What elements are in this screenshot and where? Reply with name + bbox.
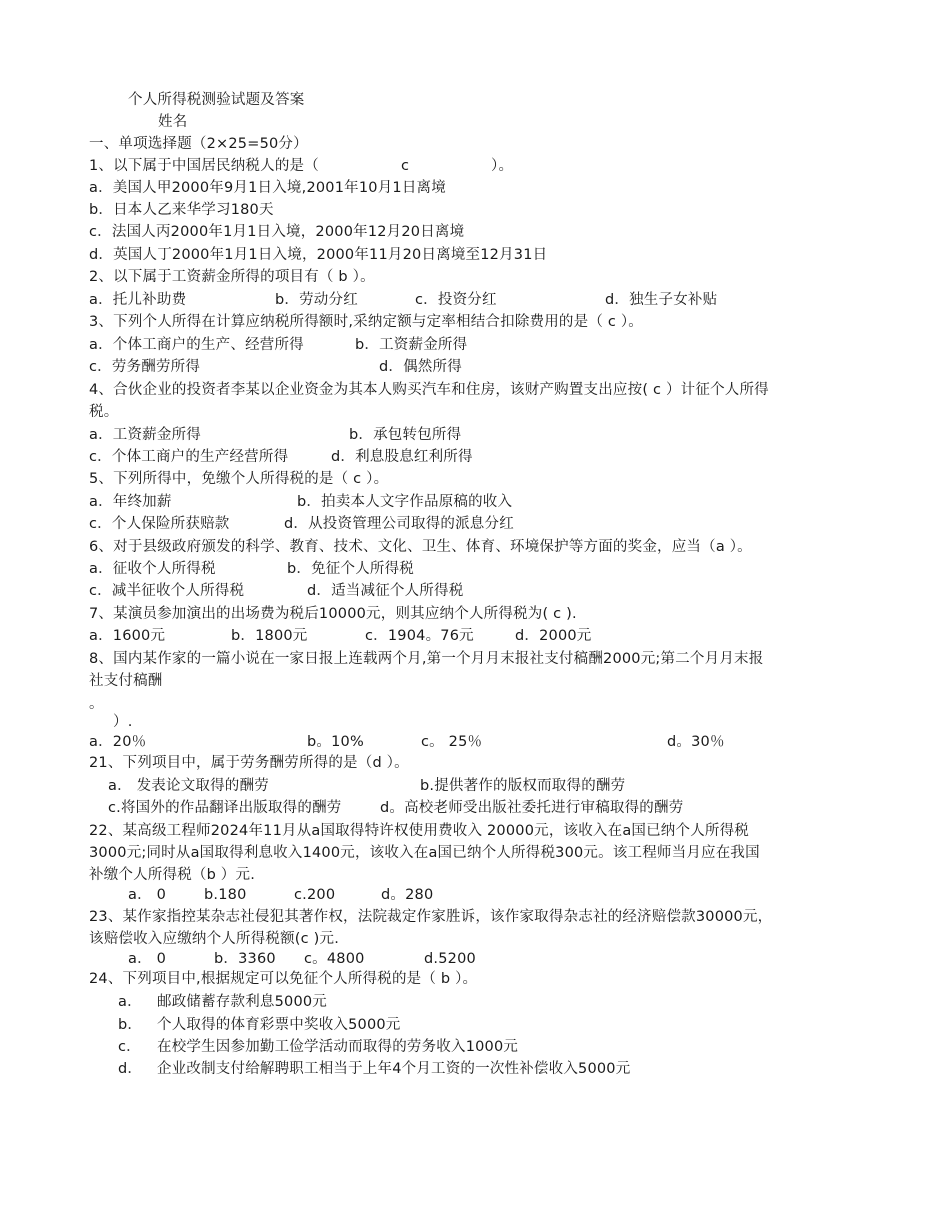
question-21-stem: 21、下列项目中，属于劳务酬劳所得的是（d ）。 [89, 755, 409, 771]
question-8-option-c: c。 25％ [421, 734, 483, 750]
question-3-option-c: c．劳务酬劳所得 [89, 359, 201, 375]
question-1-option-d: d．英国人丁2000年1月1日入境，2000年11月20日离境至12月31日 [89, 247, 548, 263]
question-7-option-d: d．2000元 [515, 628, 592, 644]
question-24-option-d [118, 1059, 948, 1139]
question-24-option-a-label: a． [118, 994, 142, 1010]
question-22-stem-line-2: 3000元;同时从a国取得利息收入1400元，该收入在a国已纳个人所得税300元。该工程师当月应在我国 [89, 845, 760, 861]
document-title: 个人所得税测验试题及答案 [128, 92, 305, 108]
question-22-option-c: c.200 [294, 887, 336, 903]
question-3-stem: 3、下列个人所得在计算应纳税所得额时,采纳定额与定率相结合扣除费用的是（ c ）。 [89, 314, 643, 330]
question-1-option-c: c．法国人丙2000年1月1日入境，2000年12月20日离境 [89, 224, 465, 240]
question-8-option-a: a．20％ [89, 734, 147, 750]
question-6-option-b: b．免征个人所得税 [287, 561, 415, 577]
question-22-stem-line-3: 补缴个人所得税（b ）元. [89, 867, 256, 883]
question-4-stem-line-2: 税。 [89, 404, 119, 420]
question-3-option-b: b．工资薪金所得 [355, 337, 468, 353]
question-4-option-c: c．个体工商户的生产经营所得 [89, 449, 289, 465]
question-3-option-a: a．个体工商户的生产、经营所得 [89, 337, 304, 353]
section-heading: 一、单项选择题（2×25=50分） [89, 136, 308, 152]
question-5-stem: 5、下列所得中，免缴个人所得税的是（ c ）。 [89, 471, 389, 487]
question-5-option-d: d．从投资管理公司取得的派息分红 [284, 516, 514, 532]
question-1-close: ）。 [491, 158, 514, 174]
question-24-option-c-text: 在校学生因参加勤工俭学活动而取得的劳务收入1000元 [157, 1039, 519, 1055]
question-7-options [89, 626, 949, 746]
question-24-option-a-text: 邮政储蓄存款利息5000元 [157, 994, 328, 1010]
question-23-option-a: a． 0 [128, 951, 167, 967]
question-2-option-b: b．劳动分红 [275, 292, 358, 308]
question-23-option-c: c。4800 [304, 951, 365, 967]
question-24-option-d-text: 企业改制支付给解聘职工相当于上年4个月工资的一次性补偿收入5000元 [157, 1061, 631, 1077]
question-8-stem-line-2: 社支付稿酬 [89, 673, 163, 689]
question-4-stem-line-1: 4、合伙企业的投资者李某以企业资金为其本人购买汽车和住房，该财产购置支出应按( c ）计征个人所得 [89, 382, 769, 398]
question-5-option-b: b．拍卖本人文字作品原稿的收入 [297, 494, 513, 510]
question-4-option-b: b．承包转包所得 [349, 427, 462, 443]
question-22-stem-line-1: 22、某高级工程师2024年11月从a国取得特许权使用费收入 20000元，该收入在a国已纳个人所得税 [89, 823, 750, 839]
question-2-stem: 2、以下属于工资薪金所得的项目有（ b ）。 [89, 269, 375, 285]
question-8-stem-line-3: 。 [89, 696, 104, 712]
question-7-option-b: b．1800元 [231, 628, 308, 644]
question-24-option-c-label: c． [118, 1039, 141, 1055]
question-4-option-d: d．利息股息红利所得 [331, 449, 473, 465]
question-7-stem: 7、某演员参加演出的出场费为税后10000元，则其应纳个人所得税为( c ). [89, 606, 577, 622]
question-6-option-c: c．减半征收个人所得税 [89, 583, 245, 599]
question-24-option-b-label: b． [118, 1017, 143, 1033]
question-7-option-c: c．1904。76元 [365, 628, 474, 644]
question-1-stem-text: 1、以下属于中国居民纳税人的是（ [89, 158, 319, 174]
question-6-option-d: d．适当减征个人所得税 [307, 583, 464, 599]
question-22-option-d: d。280 [381, 887, 434, 903]
question-21-option-b: b.提供著作的版权而取得的酬劳 [420, 778, 626, 794]
question-24-option-b-text: 个人取得的体育彩票中奖收入5000元 [157, 1017, 401, 1033]
question-4-option-a: a．工资薪金所得 [89, 427, 201, 443]
question-6-stem: 6、对于县级政府颁发的科学、教育、技术、文化、卫生、体育、环境保护等方面的奖金，应当（a ）。 [89, 539, 752, 555]
question-1-option-b: b．日本人乙来华学习180天 [89, 202, 274, 218]
question-8-option-d: d。30％ [667, 734, 725, 750]
question-8-stem-line-4: ）. [113, 714, 133, 730]
question-2-option-d: d．独生子女补贴 [605, 292, 718, 308]
question-21-option-a: a． 发表论文取得的酬劳 [108, 778, 269, 794]
question-2-option-c: c．投资分红 [415, 292, 497, 308]
question-7-option-a: a．1600元 [89, 628, 166, 644]
question-24-stem: 24、下列项目中,根据规定可以免征个人所得税的是（ b ）。 [89, 971, 478, 987]
question-22-option-b: b.180 [204, 887, 247, 903]
question-23-option-b: b．3360 [214, 951, 276, 967]
question-24-option-d-label: d． [118, 1061, 143, 1077]
question-23-stem-line-2: 该赔偿收入应缴纳个人所得税额(c )元. [89, 931, 340, 947]
question-3-option-d: d．偶然所得 [379, 359, 462, 375]
question-8-stem-line-1: 8、国内某作家的一篇小说在一家日报上连载两个月,第一个月月末报社支付稿酬2000元;第二个月月末报 [89, 651, 764, 667]
question-6-option-a: a．征收个人所得税 [89, 561, 216, 577]
question-1-answer: c [401, 158, 410, 174]
question-22-option-a: a． 0 [128, 887, 167, 903]
question-5-option-a: a．年终加薪 [89, 494, 172, 510]
name-label: 姓名 [158, 114, 188, 130]
question-2-option-a: a．托儿补助费 [89, 292, 187, 308]
question-23-stem-line-1: 23、某作家指控某杂志社侵犯其著作权，法院裁定作家胜诉，该作家取得杂志社的经济赔偿款30000元， [89, 909, 773, 925]
question-1-option-a: a．美国人甲2000年9月1日入境,2001年10月1日离境 [89, 180, 446, 196]
question-8-option-b: b。10% [307, 734, 364, 750]
question-23-option-d: d.5200 [424, 951, 476, 967]
question-21-option-c: c.将国外的作品翻译出版取得的酬劳 [108, 800, 342, 816]
question-21-option-d: d。高校老师受出版社委托进行审稿取得的酬劳 [380, 800, 684, 816]
question-5-option-c: c．个人保险所获赔款 [89, 516, 230, 532]
